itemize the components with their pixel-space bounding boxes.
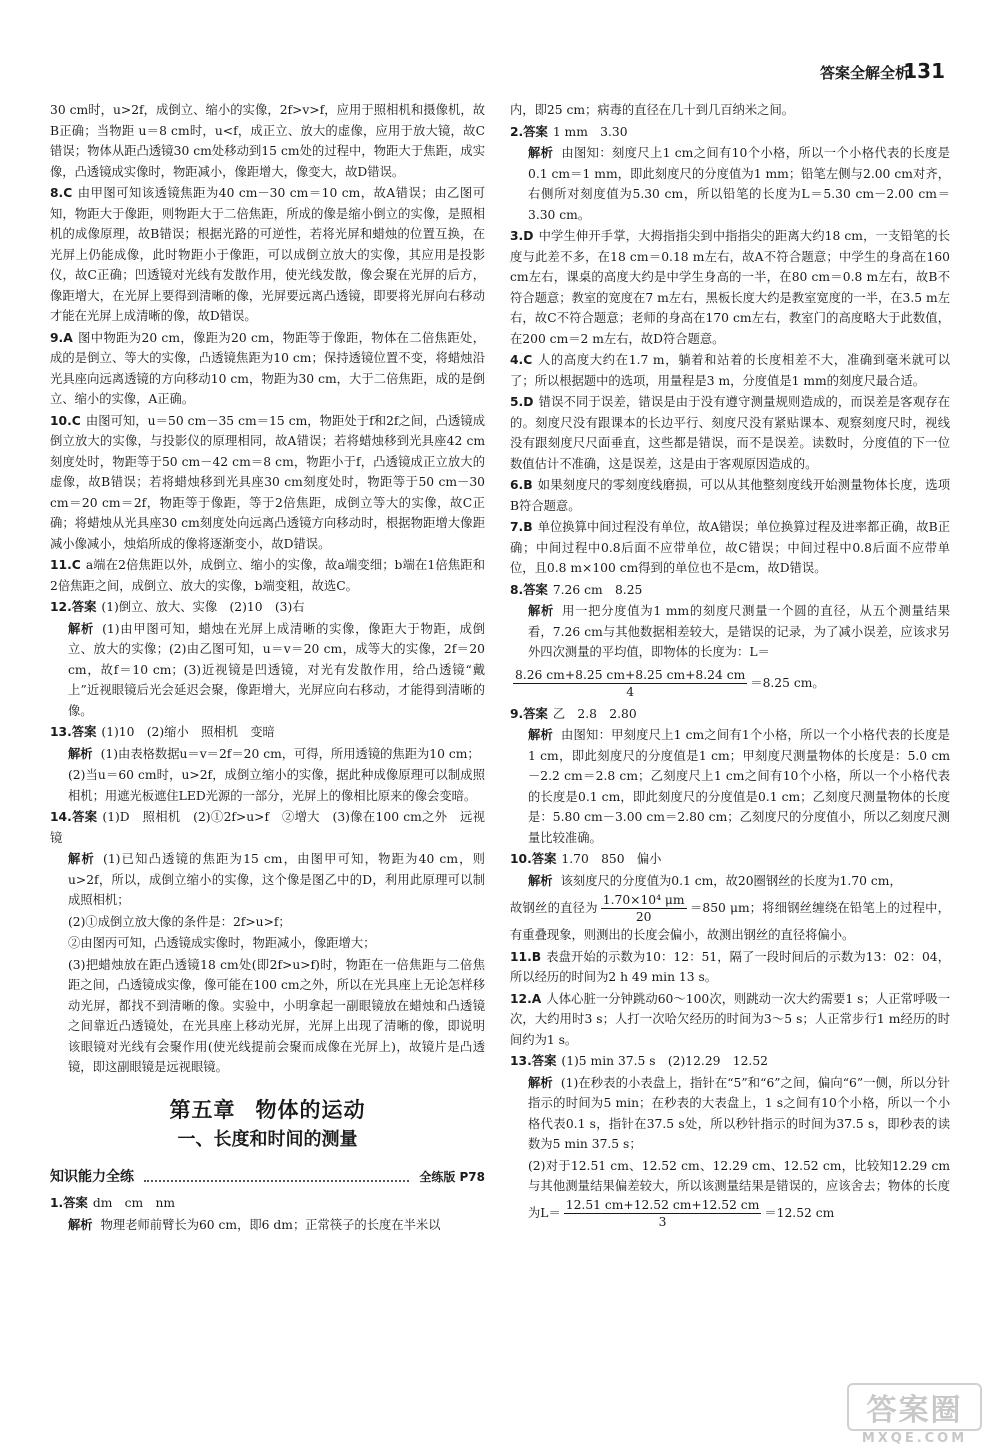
fraction-numerator: 8.26 cm+8.25 cm+8.25 cm+8.24 cm — [515, 667, 746, 682]
answer-item-3 — [510, 226, 950, 349]
answer-item-4 — [510, 350, 950, 391]
item-text: 如果刻度尺的零刻度线磨损，可以从其他整刻度线开始测量物体长度，选项B符合题意。 — [510, 478, 950, 513]
chapter-number: 第五章 — [169, 1097, 236, 1122]
watermark-text: 答案圈 — [847, 1383, 982, 1431]
item-number: 10.答案 — [510, 852, 557, 866]
item-number: 12.A — [510, 991, 542, 1006]
explanation-label: 解析 — [68, 852, 96, 866]
explanation-label: 解析 — [528, 1075, 553, 1090]
fraction-denominator: 3 — [658, 1214, 667, 1229]
answer-item-12 — [50, 597, 485, 618]
explanation-text: (1)已知凸透镜的焦距为15 cm，由图甲可知，物距为40 cm，则u>2f，所以，成倒立缩小的实像，这个像是图乙中的D，利用此原理可以制成照相机； — [68, 852, 485, 907]
item-number: 6.B — [510, 478, 533, 492]
explanation-text: 用一把分度值为1 mm的刻度尺测量一个圆的直径，从五个测量结果看，7.26 cm与其他数据相差较大，是错误的记录，为了减小误差，应该求另外四次测量的平均值，即物体的长度为：L＝ — [528, 604, 950, 659]
item-answer: 1.70 850 偏小 — [561, 852, 662, 866]
answer-item-8 — [510, 580, 950, 601]
watermark-logo — [847, 1383, 982, 1446]
header-title: 答案全解全析 — [819, 64, 910, 82]
explanation-text: (3)把蜡烛放在距凸透镜18 cm处(即2f>u>f)时，物距在一倍焦距与二倍焦距之间，凸透镜成实像，像可能在100 cm之外，所以在光具座上无论怎样移动光屏，都找不到清晰的像。实验中，小明拿起一副眼镜放在蜡烛和凸透镜之间靠近凸透镜处，在光具座上移动光屏，光屏上出现了清晰的像，即说明该眼镜对光线有会聚作用(使光线提前会聚而成像在光屏上)，故镜片是凸透镜，即这副眼镜是远视眼镜。 — [68, 957, 485, 1074]
answer-item-10 — [510, 849, 950, 870]
item-text: 错误不同于误差，错误是由于没有遵守测量规则造成的，而误差是客观存在的。刻度尺没有跟课本的长边平行、刻度尺没有紧贴课本、观察刻度尺时，视线没有跟刻度尺尺面垂直，这些都是错误，而不是误差。读数时，分度值的下一位数值估计不准确，这是误差，这是由于客观原因造成的。 — [510, 395, 950, 471]
item-text: 图中物距为20 cm，像距为20 cm，物距等于像距，物体在二倍焦距处，成的是倒立、等大的实像，凸透镜焦距为10 cm；保持透镜位置不变，将蜡烛沿光具座向远离透镜的方向移动10 cm，物距为30 cm，大于二倍焦距，成的是倒立、缩小的实像，A正确。 — [50, 330, 485, 406]
item-number: 1.答案 — [50, 1196, 88, 1210]
explanation — [510, 871, 950, 892]
item-text: 表盘开始的示数为10：12：51，隔了一段时间后的示数为13：02：04，所以经历的时间为2 h 49 min 13 s。 — [510, 949, 950, 984]
chapter-title — [50, 1097, 485, 1122]
section-title: 一、长度和时间的测量 — [177, 1129, 358, 1150]
page-number: 131 — [903, 59, 945, 83]
item-number: 11.B — [510, 949, 542, 964]
item-answer: (1)倒立、放大、实像 (2)10 (3)右 — [101, 600, 305, 614]
explanation-text: (1)由甲图可知，蜡烛在光屏上成清晰的实像，像距大于物距，成倒立、放大的实像；(2)由乙图可知，u＝v＝20 cm，成等大的实像，2f＝20 cm，故f＝10 cm；(3)近视镜是凹透镜，对光有发散作用，给凸透镜“戴上”近视眼镜后光会延迟会聚，像距增大，光屏应向右移动，才能得到清晰的像。 — [68, 621, 485, 718]
fraction-denominator: 4 — [626, 684, 635, 699]
practice-bar — [50, 1167, 485, 1188]
answer-paragraph: 30 cm时，u>2f，成倒立、缩小的实像，2f>v>f，应用于照相机和摄像机，故B正确；当物距 u＝8 cm时，u<f，成正立、放大的虚像，应用于放大镜，故C错误；物体从距凸透镜30 cm处移动到15 cm处的过程中，物距大于焦距，成实像，凸透镜成实像时，物距减小，像距增大，像变大，故D错误。 — [50, 103, 485, 179]
item-number: 13.答案 — [510, 1054, 557, 1068]
item-answer: 7.26 cm 8.25 — [552, 582, 643, 597]
explanation-text — [510, 1156, 950, 1230]
explanation — [50, 1215, 485, 1236]
item-text: 由甲图可知该透镜焦距为40 cm－30 cm＝10 cm，故A错误；由乙图可知，物距大于像距，则物距大于二倍焦距，所成的像是缩小倒立的实像，是照相机的成像原理，故B错误；根据光路的可逆性，若将光屏和蜡烛的位置互换，在光屏上仍能成像，此时物距小于像距，可以成倒立放大的实像，其应用是投影仪，故C正确；凹透镜对光线有发散作用，使光线发散，像会聚在光屏的后方，像距增大，在光屏上要得到清晰的像，光屏要远离凸透镜，即要将光屏向右移动才能在光屏上成清晰的像，故D错误。 — [50, 186, 485, 323]
explanation-label: 解析 — [528, 146, 554, 160]
answer-item-13 — [50, 722, 485, 743]
explanation-text: (1)在秒表的小表盘上，指针在“5”和“6”之间，偏向“6”一侧，所以分针指示的时间为5 min；在秒表的大表盘上，1 s之间有10个小格，所以一个小格代表0.1 s，指针在37.5 s处，所以秒针指示的时间为37.5 s，即秒表的读数为5 min 37.5 s； — [528, 1075, 950, 1151]
answer-item-10 — [50, 411, 485, 555]
item-text: 单位换算中间过程没有单位，故A错误；单位换算过程及进率都正确，故B正确；中间过程中0.8后面不应带单位，故C错误；中间过程中0.8后面不应带单位，且0.8 m×100 cm得到的单位也不是cm，故D错误。 — [510, 520, 950, 575]
item-number: 12.答案 — [50, 600, 97, 614]
explanation — [510, 725, 950, 848]
fraction — [564, 1197, 762, 1230]
answer-item-12 — [510, 989, 950, 1051]
formula-text: ＝850 μm；将细钢丝缠绕在铅笔上的过程中，有重叠现象，则测出的长度会偏小，故测出钢丝的直径将偏小。 — [510, 901, 950, 942]
item-text: 中学生伸开手掌，大拇指指尖到中指指尖的距离大约18 cm，一支铅笔的长度与此差不多，在18 cm＝0.18 m左右，故A不符合题意；中学生的身高在160 cm左右，课桌的高度大约是中学生身高的一半，在80 cm＝0.8 m左右，故B不符合题意；教室的宽度在7 m左右，黑板长度大约是教室宽度的一半，在3.5 m左右，故C不符合题意；老师的身高在170 cm左右，教室门的高度略大于此数值，在200 cm＝2 m左右，故D符合题意。 — [510, 229, 950, 346]
answer-item-13 — [510, 1051, 950, 1072]
explanation-label: 解析 — [68, 746, 93, 761]
explanation-text: 物理老师前臂长为60 cm，即6 dm；正常筷子的长度在半米以 — [100, 1217, 441, 1232]
item-number: 14.答案 — [50, 810, 98, 824]
formula-text: 故钢丝的直径为 — [510, 901, 598, 915]
answer-item-9 — [50, 328, 485, 410]
explanation-text: ②由图丙可知，凸透镜成实像时，物距减小，像距增大； — [68, 936, 376, 950]
item-text: 由图可知，u＝50 cm－35 cm＝15 cm，物距处于f和2f之间，凸透镜成倒立放大的实像，与投影仪的原理相同，故A错误；若将蜡烛移到光具座42 cm刻度处时，物距等于50 cm－42 cm＝8 cm，物距小于f，凸透镜成正立放大的虚像，故B错误；若将蜡烛移到光具座30 cm刻度处时，物距等于50 cm－30 cm＝20 cm＝2f，物距等于像距，等于2倍焦距，成倒立等大的实像，故C正确；将蜡烛从光具座30 cm刻度处向远离凸透镜方向移动时，根据物距增大像距减小像减小，烛焰所成的像将逐渐变小，故D错误。 — [50, 413, 485, 551]
item-number: 9.答案 — [510, 706, 548, 721]
item-answer: 乙 2.8 2.80 — [552, 706, 637, 721]
item-number: 11.C — [50, 558, 81, 572]
item-text: 人体心脏一分钟跳动60～100次，则跳动一次大约需要1 s；人正常呼吸一次，大约用时3 s；人打一次哈欠经历的时间为3～5 s；人正常步行1 m经历的时间约为1 s。 — [510, 991, 950, 1047]
chapter-name: 物体的运动 — [255, 1097, 366, 1122]
explanation — [50, 744, 485, 765]
practice-title: 知识能力全练 — [50, 1168, 134, 1185]
item-answer: (1)5 min 37.5 s (2)12.29 12.52 — [561, 1054, 768, 1068]
item-answer: dm cm nm — [92, 1196, 176, 1210]
answer-item-6 — [510, 475, 950, 516]
explanation-label: 解析 — [528, 873, 553, 888]
explanation — [510, 143, 950, 225]
item-answer: 1 mm 3.30 — [552, 124, 628, 139]
explanation — [50, 619, 485, 722]
dotted-leader — [144, 1172, 409, 1182]
explanation — [510, 1073, 950, 1155]
answer-item-1 — [50, 1193, 485, 1214]
item-number: 3.D — [510, 229, 534, 243]
page-header — [0, 60, 1000, 90]
explanation-label: 解析 — [528, 604, 555, 618]
explanation-label: 解析 — [528, 728, 554, 742]
item-number: 7.B — [510, 520, 533, 534]
item-number: 2.答案 — [510, 124, 548, 139]
item-answer: (1)D 照相机 (2)①2f>u>f ②增大 (3)像在100 cm之外 远视镜 — [50, 810, 485, 845]
practice-ref: 全练版 P78 — [419, 1169, 485, 1184]
item-number: 9.A — [50, 330, 73, 345]
formula-result: ＝8.25 cm。 — [750, 675, 825, 690]
answer-item-11 — [50, 555, 485, 596]
answer-item-5 — [510, 392, 950, 474]
answer-item-2 — [510, 122, 950, 143]
answer-item-11 — [510, 947, 950, 988]
item-text: a端在2倍焦距以外，成倒立、缩小的实像，故a端变细；b端在1倍焦距和2倍焦距之间，成倒立、放大的实像，b端变粗，故选C。 — [50, 558, 485, 593]
item-number: 10.C — [50, 413, 81, 428]
answer-paragraph: 内，即25 cm；病毒的直径在几十到几百纳米之间。 — [510, 103, 795, 117]
explanation-text: (2)当u＝60 cm时，u>2f，成倒立缩小的实像，据此种成像原理可以制成照相机；用遮光板遮住LED光源的一部分，光屏上的像相比原来的像会变暗。 — [68, 768, 485, 803]
explanation-text: 由图知：甲刻度尺上1 cm之间有1个小格，所以一个小格代表的长度是1 cm，即此刻度尺的分度值是1 cm；甲刻度尺测量物体的长度是：5.0 cm－2.2 cm＝2.8 cm；乙刻度尺上1 cm之间有10个小格，所以一个小格代表的长度是0.1 cm，即此刻度尺的分度值是0.1 cm；乙刻度尺测量物体的长度是：5.80 cm－3.00 cm＝2.80 cm；乙刻度尺的分度值小，所以乙刻度尺测量比较准确。 — [528, 728, 950, 845]
item-answer: (1)10 (2)缩小 照相机 变暗 — [101, 725, 275, 739]
watermark-url: MXQE.COM — [861, 1431, 968, 1446]
answer-item-14 — [50, 807, 485, 848]
fraction — [601, 892, 687, 925]
fraction-denominator: 20 — [635, 910, 652, 924]
explanation-text: 该刻度尺的分度值为0.1 cm，故20圈钢丝的长度为1.70 cm， — [560, 873, 902, 888]
explanation-label: 解析 — [68, 1217, 93, 1232]
answer-item-9 — [510, 704, 950, 725]
answer-item-7 — [510, 517, 950, 579]
fraction-numerator: 12.51 cm+12.52 cm+12.52 cm — [565, 1197, 760, 1212]
explanation-text: 由图知：刻度尺上1 cm之间有10个小格，所以一个小格代表的长度是0.1 cm＝1 mm，即此刻度尺的分度值为1 mm；铅笔左侧与2.00 cm对齐，右侧所对刻度值为5.30 cm，所以铅笔的长度为L＝5.30 cm－2.00 cm＝3.30 cm。 — [528, 146, 950, 222]
explanation-label: 解析 — [68, 621, 95, 636]
item-text: 人的高度大约在1.7 m，躺着和站着的长度相差不大，准确到毫米就可以了；所以根据题中的选项，用量程是3 m，分度值是1 mm的刻度尺最合适。 — [510, 353, 950, 388]
left-column — [50, 100, 485, 1236]
right-column — [510, 100, 950, 1231]
answer-item-8 — [50, 183, 485, 327]
formula-result: ＝12.52 cm — [764, 1205, 835, 1220]
formula-line — [510, 667, 950, 700]
item-number: 13.答案 — [50, 725, 97, 739]
item-number: 4.C — [510, 353, 533, 367]
explanation-text: (1)由表格数据u＝v＝2f＝20 cm，可得，所用透镜的焦距为10 cm； — [100, 746, 480, 761]
explanation — [50, 849, 485, 911]
item-number: 8.答案 — [510, 582, 548, 597]
fraction-numerator: 1.70×10⁴ μm — [602, 893, 685, 907]
explanation — [510, 601, 950, 663]
item-number: 5.D — [510, 395, 534, 409]
explanation-text: (2)对于12.51 cm、12.52 cm、12.29 cm、12.52 cm，比较知12.29 cm与其他测量结果偏差较大，所以该测量结果是错误的，应该舍去；物体的长度为L＝ — [528, 1158, 950, 1220]
fraction — [513, 667, 747, 700]
item-number: 8.C — [50, 186, 73, 200]
formula-line — [510, 892, 950, 946]
explanation-text: (2)①成倒立放大像的条件是：2f>u>f； — [68, 914, 291, 929]
